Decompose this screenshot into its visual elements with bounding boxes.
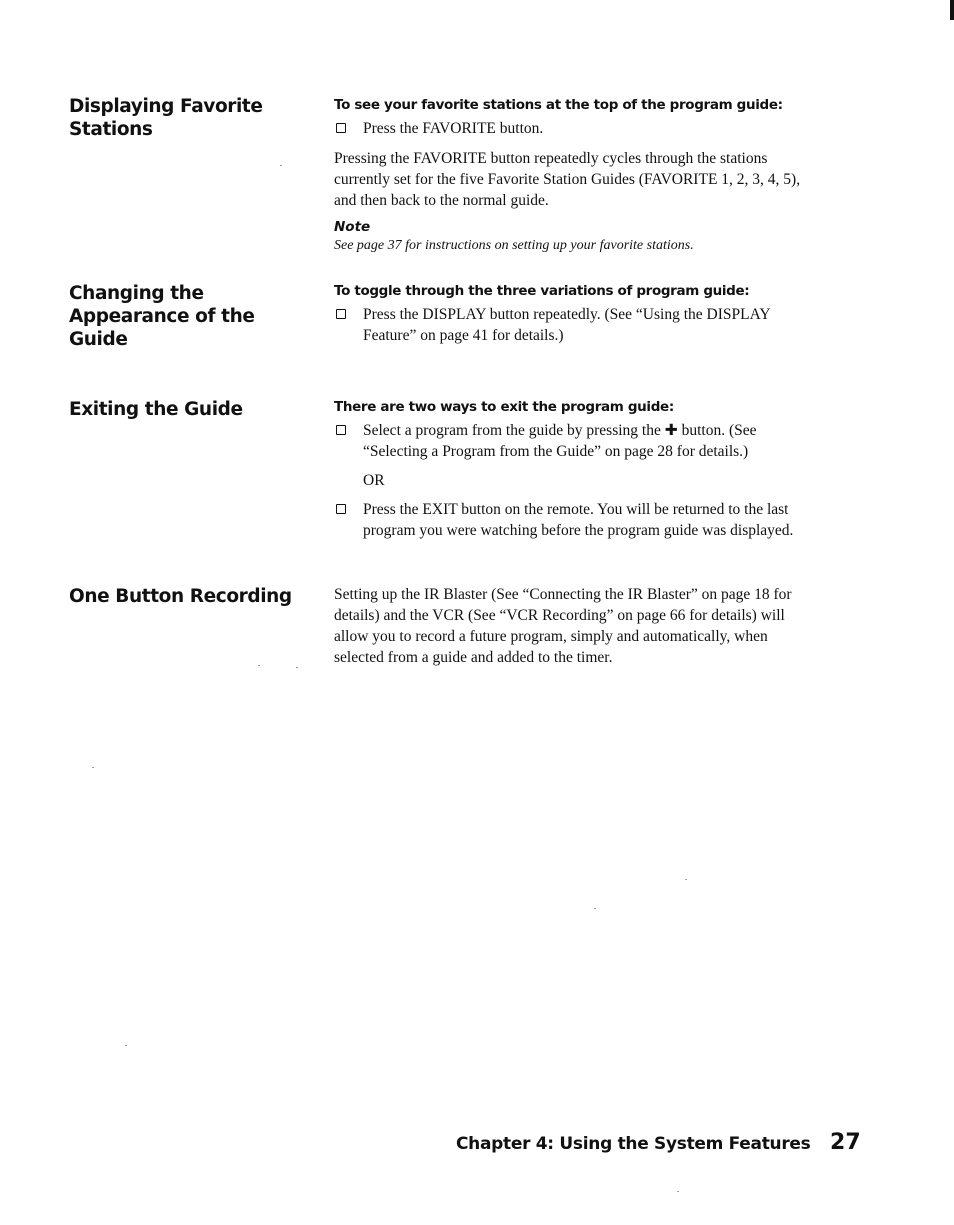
list-item (334, 118, 814, 139)
scan-speck (594, 908, 596, 909)
note-label: Note (334, 219, 371, 235)
section-favorite-stations (334, 96, 814, 255)
scan-speck (296, 667, 298, 668)
subheading-favorite-stations: To see your favorite stations at the top of the program guide: (334, 97, 783, 113)
scan-speck (125, 1045, 127, 1046)
scan-speck (92, 767, 94, 768)
page-edge-mark (950, 0, 954, 20)
list-item (334, 499, 814, 541)
checkbox-bullet-icon (336, 504, 346, 514)
heading-changing-appearance: Changing the Appearance of the Guide (69, 283, 255, 350)
list-item (334, 420, 814, 462)
page-footer (456, 1130, 861, 1155)
section-one-button-recording (334, 584, 820, 668)
chapter-title: Chapter 4: Using the System Features (456, 1134, 811, 1154)
page-number: 27 (830, 1130, 861, 1155)
body-paragraph: Setting up the IR Blaster (See “Connecting the IR Blaster” on page 18 for details) and the VCR (See “VCR Recording” on page 66 for details) will allow you to record a future program, simply and automatically, when selected from a guide and added to the timer. (334, 586, 792, 666)
checkbox-bullet-icon (336, 123, 346, 133)
bullet-text: Press the DISPLAY button repeatedly. (See “Using the DISPLAY Feature” on page 41 for details.) (363, 306, 770, 344)
note-text: See page 37 for instructions on setting up your favorite stations. (334, 238, 694, 253)
bullet-text: Press the FAVORITE button. (363, 120, 544, 137)
section-changing-appearance (334, 282, 814, 346)
scan-speck (280, 165, 282, 166)
section-exiting-guide (334, 398, 814, 541)
bullet-text: Select a program from the guide by pressing the ✚ button. (See “Selecting a Program from the Guide” on page 28 for details.) (363, 422, 757, 460)
heading-displaying-favorite-stations: Displaying Favorite Stations (69, 96, 263, 140)
list-item (334, 304, 814, 346)
bullet-text: Press the EXIT button on the remote. You will be returned to the last program you were watching before the program guide was displayed. (363, 501, 794, 539)
scan-speck (258, 665, 260, 666)
scan-speck (677, 1191, 679, 1192)
body-paragraph: Pressing the FAVORITE button repeatedly cycles through the stations currently set for the five Favorite Station Guides (FAVORITE 1, 2, 3, 4, 5), and then back to the normal guide. (334, 150, 801, 209)
checkbox-bullet-icon (336, 425, 346, 435)
or-separator: OR (363, 472, 385, 489)
heading-one-button-recording: One Button Recording (69, 586, 292, 607)
subheading-toggle-variations: To toggle through the three variations of program guide: (334, 283, 750, 299)
heading-exiting-the-guide: Exiting the Guide (69, 399, 243, 420)
subheading-exit-ways: There are two ways to exit the program guide: (334, 399, 674, 415)
checkbox-bullet-icon (336, 309, 346, 319)
scan-speck (685, 879, 687, 880)
